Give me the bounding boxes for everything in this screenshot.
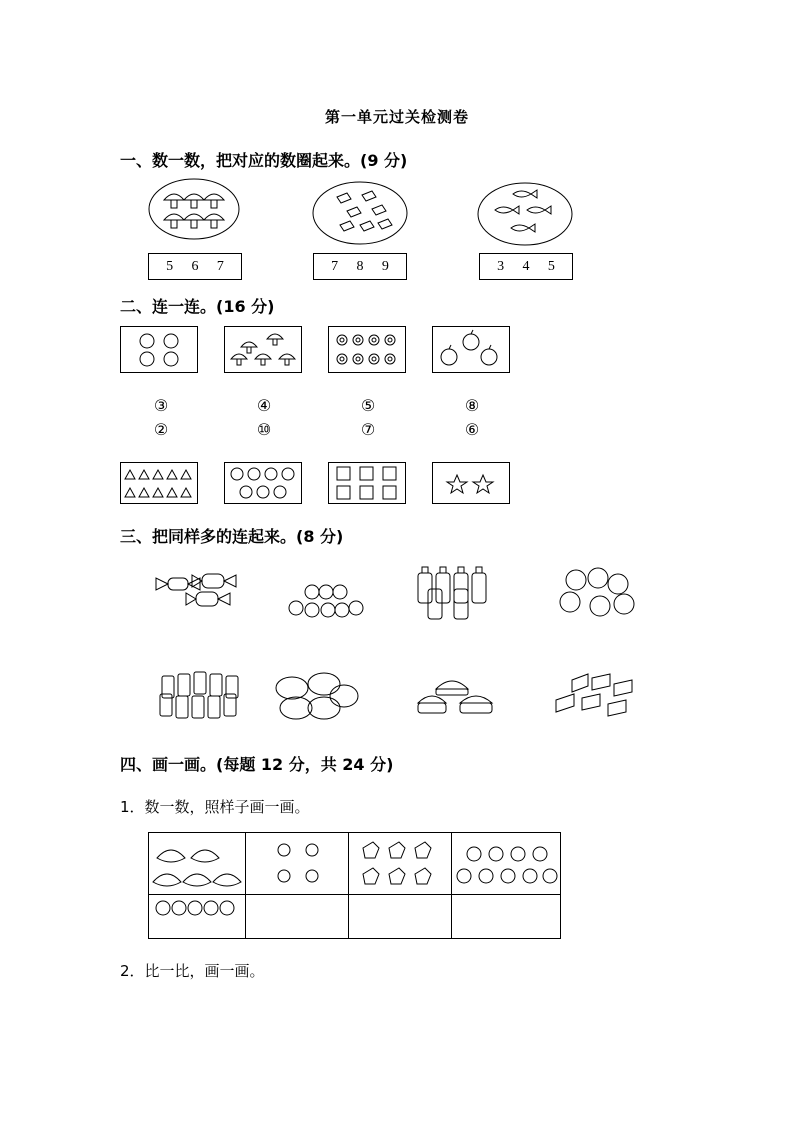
page-title: 第一单元过关检测卷 xyxy=(324,108,469,126)
choice-number[interactable]: 8 xyxy=(356,258,364,274)
shape-box-circles[interactable] xyxy=(224,462,302,504)
apple-icon xyxy=(433,327,509,372)
choice-number[interactable]: 6 xyxy=(191,258,199,274)
question-1-text: 1．数一数，照样子画一画。 xyxy=(120,798,310,816)
leaf-icon xyxy=(149,834,245,894)
match-item-bottles[interactable] xyxy=(414,563,490,623)
choice-number[interactable]: 7 xyxy=(216,258,224,274)
answer-cell-sample xyxy=(149,895,246,939)
number-circle[interactable]: ③ xyxy=(153,396,169,415)
match-item-bread[interactable] xyxy=(272,670,360,722)
number-circle[interactable]: ⑩ xyxy=(256,420,272,439)
match-item-burgers[interactable] xyxy=(414,673,500,723)
grasshopper-icon xyxy=(312,181,408,245)
section-2-heading: 二、连一连。(16 分) xyxy=(120,297,275,316)
sample-cell-flowers xyxy=(246,833,349,895)
match-item-oranges[interactable] xyxy=(284,578,368,622)
orange-icon xyxy=(284,578,368,622)
picture-box-mushrooms[interactable] xyxy=(224,326,302,373)
number-box-2 xyxy=(313,253,407,280)
count-oval-2 xyxy=(312,181,408,245)
number-circle[interactable]: ⑦ xyxy=(360,420,376,439)
shape-box-stars[interactable] xyxy=(432,462,510,504)
mushroom-icon xyxy=(225,327,301,372)
number-circle[interactable]: ⑤ xyxy=(360,396,376,415)
deer-icon xyxy=(349,834,451,894)
answer-cell[interactable] xyxy=(452,895,561,939)
answer-cell[interactable] xyxy=(246,895,349,939)
flower-icon xyxy=(246,834,348,894)
picture-box-flowers[interactable] xyxy=(328,326,406,373)
match-item-bottles[interactable] xyxy=(156,666,242,720)
mushroom-icon xyxy=(148,178,240,240)
shape-box-squares[interactable] xyxy=(328,462,406,504)
burger-icon xyxy=(414,673,500,723)
question-2-text: 2．比一比，画一画。 xyxy=(120,962,265,980)
match-item-candy[interactable] xyxy=(152,568,240,612)
count-oval-3 xyxy=(477,182,573,246)
number-circle[interactable]: ② xyxy=(153,420,169,439)
bottle-icon xyxy=(156,666,242,720)
sample-cell-leaves xyxy=(149,833,246,895)
bread-icon xyxy=(272,670,360,722)
number-circle[interactable]: ⑥ xyxy=(464,420,480,439)
section-1-heading: 一、数一数，把对应的数圈起来。(9 分) xyxy=(120,151,408,170)
peach-icon xyxy=(452,834,560,894)
choice-number[interactable]: 4 xyxy=(522,258,530,274)
fish-icon xyxy=(477,182,573,246)
match-item-cake[interactable] xyxy=(552,668,638,724)
triangle-icon xyxy=(121,463,197,503)
number-circle[interactable]: ⑧ xyxy=(464,396,480,415)
choice-number[interactable]: 5 xyxy=(547,258,555,274)
count-oval-1 xyxy=(148,178,240,240)
answer-cell[interactable] xyxy=(349,895,452,939)
circle-icon xyxy=(149,896,245,938)
number-box-3 xyxy=(479,253,573,280)
choice-number[interactable]: 5 xyxy=(166,258,174,274)
apple-icon xyxy=(556,566,638,622)
circle-icon xyxy=(225,463,301,503)
choice-number[interactable]: 7 xyxy=(331,258,339,274)
candy-icon xyxy=(152,568,240,612)
picture-box-apples[interactable] xyxy=(432,326,510,373)
section-4-heading: 四、画一画。(每题 12 分，共 24 分) xyxy=(120,755,394,774)
star-icon xyxy=(433,463,509,503)
choice-number[interactable]: 9 xyxy=(381,258,389,274)
number-box-1 xyxy=(148,253,242,280)
bottle-icon xyxy=(414,563,490,623)
flower-icon xyxy=(329,327,405,372)
sample-cell-deer xyxy=(349,833,452,895)
section-3-heading: 三、把同样多的连起来。(8 分) xyxy=(120,527,344,546)
shape-box-triangles[interactable] xyxy=(120,462,198,504)
square-icon xyxy=(329,463,405,503)
orange-icon xyxy=(121,327,197,372)
number-circle[interactable]: ④ xyxy=(256,396,272,415)
choice-number[interactable]: 3 xyxy=(497,258,505,274)
drawing-table xyxy=(148,832,561,939)
cake-icon xyxy=(552,668,638,724)
sample-cell-peaches xyxy=(452,833,561,895)
match-item-apples[interactable] xyxy=(556,566,638,622)
picture-box-oranges[interactable] xyxy=(120,326,198,373)
